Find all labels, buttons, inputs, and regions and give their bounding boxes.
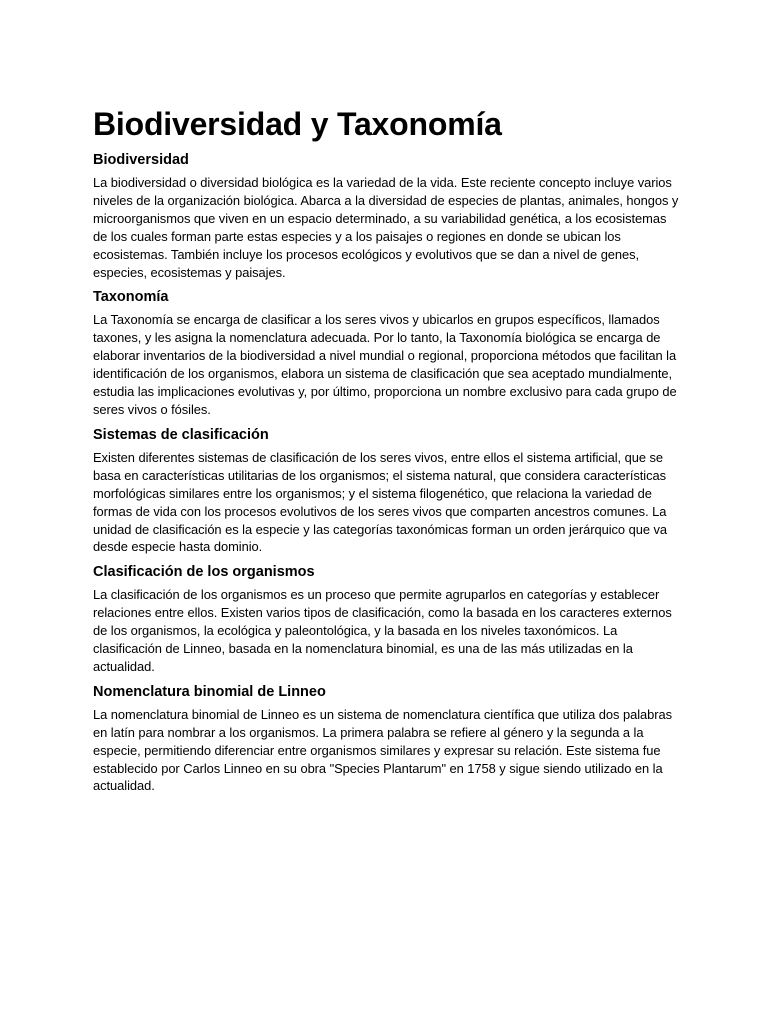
- section-paragraph: La Taxonomía se encarga de clasificar a los seres vivos y ubicarlos en grupos específicos, llamados taxones, y les asigna la nomenclatura adecuada. Por lo tanto, la Taxonomía biológica se encarga de elaborar inventarios de la biodiversidad a nivel mundial o regional, proporciona métodos que facilitan la identificación de los organismos, elabora un sistema de clasificación que sea aceptado mundialmente, estudia las implicaciones evolutivas y, por último, proporciona un nombre exclusivo para cada grupo de seres vivos o fósiles.: [93, 312, 677, 417]
- section-heading: Clasificación de los organismos: [93, 564, 315, 581]
- section-heading: Nomenclatura binomial de Linneo: [93, 683, 326, 700]
- section-paragraph: La biodiversidad o diversidad biológica es la variedad de la vida. Este reciente concepto incluye varios niveles de la organización biológica. Abarca a la diversidad de especies de plantas, animales, hongos y microorganismos que viven en un espacio determinado, a su variabilidad genética, a los ecosistemas de los cuales forman parte estas especies y a los paisajes o regiones en donde se ubican los ecosistemas. También incluye los procesos ecológicos y evolutivos que se dan a nivel de genes, especies, ecosistemas y paisajes.: [93, 175, 679, 280]
- section-biodiversidad: [93, 150, 683, 281]
- section-paragraph: La clasificación de los organismos es un proceso que permite agruparlos en categorías y establecer relaciones entre ellos. Existen varios tipos de clasificación, como la basada en los caracteres externos de los organismos, la ecológica y paleontológica, y la basada en los niveles taxonómicos. La clasificación de Linneo, basada en la nomenclatura binomial, es una de las más utilizadas en la actualidad.: [93, 587, 672, 674]
- section-paragraph: La nomenclatura binomial de Linneo es un sistema de nomenclatura científica que utiliza dos palabras en latín para nombrar a los organismos. La primera palabra se refiere al género y la segunda a la especie, permitiendo diferenciar entre organismos similares y expresar su relación. Este sistema fue establecido por Carlos Linneo en su obra "Species Plantarum" en 1758 y sigue siendo utilizado en la actualidad.: [93, 706, 673, 794]
- section-heading: Sistemas de clasificación: [93, 426, 269, 443]
- section-heading: Biodiversidad: [93, 152, 189, 168]
- section-heading: Taxonomía: [93, 289, 169, 306]
- section-nomenclatura-binomial: [93, 682, 683, 796]
- section-taxonomia: [93, 287, 683, 418]
- section-paragraph: Existen diferentes sistemas de clasificación de los seres vivos, entre ellos el sistema artificial, que se basa en características utilitarias de los organismos; el sistema natural, que considera características morfológicas similares entre los organismos; y el sistema filogenético, que relaciona la variedad de formas de vida con los procesos evolutivos de los seres vivos que comparten ancestros comunes. La unidad de clasificación es la especie y las categorías taxonómicas forman un orden jerárquico que va desde especie hasta dominio.: [93, 449, 667, 555]
- section-sistemas-de-clasificacion: [93, 425, 683, 556]
- section-clasificacion-de-los-organismos: [93, 562, 683, 676]
- document-title: Biodiversidad y Taxonomía: [93, 106, 502, 142]
- document-page: [93, 104, 683, 801]
